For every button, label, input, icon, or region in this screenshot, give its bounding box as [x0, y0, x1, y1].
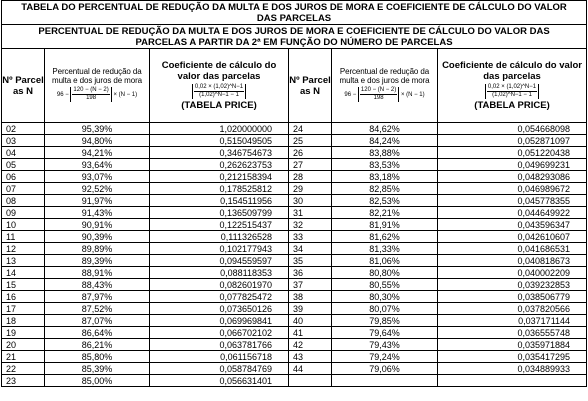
header-coeficiente-right: Coeficiente de cálculo do valor das parcelas $\frac{0,02 \times (1,02)\^{}N-1}{(1,02)\^{}N-1 - 1}$ (TABELA PRICE)	[438, 49, 587, 123]
table-row	[2, 159, 587, 171]
percentual-cell: 81,91%	[332, 219, 438, 231]
parcela-number-cell: 32	[289, 219, 332, 231]
coeficiente-cell: 0,037820566	[438, 303, 587, 315]
parcela-number-cell: 39	[289, 303, 332, 315]
coeficiente-cell: 0,036555748	[438, 327, 587, 339]
coeficiente-cell: 0,040002209	[438, 267, 587, 279]
parcela-number-cell: 28	[289, 171, 332, 183]
percentual-cell: 95,39%	[45, 123, 150, 135]
coeficiente-cell: 0,045778355	[438, 195, 587, 207]
percentual-cell: 80,30%	[332, 291, 438, 303]
percentual-cell: 79,06%	[332, 363, 438, 375]
parcela-number-cell: 15	[2, 279, 45, 291]
parcela-number-cell: 27	[289, 159, 332, 171]
percentual-cell: 89,39%	[45, 255, 150, 267]
percentual-cell: 90,39%	[45, 231, 150, 243]
parcela-number-cell: 21	[2, 351, 45, 363]
parcela-number-cell: 44	[289, 363, 332, 375]
percentual-cell: 84,62%	[332, 123, 438, 135]
parcela-number-cell: 41	[289, 327, 332, 339]
coeficiente-cell: 0,212158394	[150, 171, 289, 183]
coeficiente-cell: 0,039232853	[438, 279, 587, 291]
percentual-cell: 91,43%	[45, 207, 150, 219]
table-row	[2, 231, 587, 243]
table-row	[2, 339, 587, 351]
percentual-cell: 84,24%	[332, 135, 438, 147]
percentual-cell: 79,24%	[332, 351, 438, 363]
parcela-number-cell: 30	[289, 195, 332, 207]
table-row	[2, 183, 587, 195]
parcela-number-cell: 10	[2, 219, 45, 231]
formula-coeficiente-right: $\frac{0,02 \times (1,02)\^{}N-1}{(1,02)\^{}N-1 - 1}$	[485, 84, 539, 99]
parcela-number-cell: 40	[289, 315, 332, 327]
table-row	[2, 363, 587, 375]
parcela-number-cell: 33	[289, 231, 332, 243]
percentual-cell: 86,21%	[45, 339, 150, 351]
header-num-parcelas-right: Nº Parcel as N	[289, 49, 332, 123]
parcela-number-cell: 06	[2, 171, 45, 183]
header-percentual-left: Percentual de redução da multa e dos juros de mora 96 − $\frac{120 - (N - 2)}{198}$ × (N − 1)	[45, 49, 150, 123]
percentual-cell: 94,80%	[45, 135, 150, 147]
parcela-number-cell: 13	[2, 255, 45, 267]
percentual-cell: 90,91%	[45, 219, 150, 231]
parcela-number-cell: 09	[2, 207, 45, 219]
table-subtitle: PERCENTUAL DE REDUÇÃO DA MULTA E DOS JUROS DE MORA E COEFICIENTE DE CÁLCULO DO VALOR DAS PARCELAS A PARTIR DA 2ª EM FUNÇÃO DO NÚMERO DE PARCELAS	[2, 25, 587, 49]
coeficiente-cell: 0,048293086	[438, 171, 587, 183]
percentual-cell: 82,21%	[332, 207, 438, 219]
percentual-cell: 87,52%	[45, 303, 150, 315]
parcela-number-cell: 02	[2, 123, 45, 135]
parcela-number-cell: 23	[2, 375, 45, 387]
table-row	[2, 303, 587, 315]
coeficiente-cell: 0,043596347	[438, 219, 587, 231]
percentual-cell: 81,33%	[332, 243, 438, 255]
percentual-cell	[332, 375, 438, 387]
parcela-number-cell: 35	[289, 255, 332, 267]
coeficiente-cell: 0,035417295	[438, 351, 587, 363]
table-row	[2, 351, 587, 363]
percentual-cell: 83,88%	[332, 147, 438, 159]
coeficiente-cell: 0,058784769	[150, 363, 289, 375]
coeficiente-cell: 0,073650126	[150, 303, 289, 315]
coeficiente-cell: 0,044649922	[438, 207, 587, 219]
table-row	[2, 267, 587, 279]
table-row	[2, 375, 587, 387]
parcela-number-cell: 05	[2, 159, 45, 171]
percentual-cell: 85,39%	[45, 363, 150, 375]
parcela-number-cell: 14	[2, 267, 45, 279]
coeficiente-cell: 0,056631401	[150, 375, 289, 387]
table-title: TABELA DO PERCENTUAL DE REDUÇÃO DA MULTA E DOS JUROS DE MORA E COEFICIENTE DE CÁLCULO DO VALOR DAS PARCELAS	[2, 1, 587, 25]
coeficiente-cell: 0,041686531	[438, 243, 587, 255]
document	[1, 0, 586, 387]
coeficiente-cell: 0,122515437	[150, 219, 289, 231]
coeficiente-cell: 0,052871097	[438, 135, 587, 147]
parcela-number-cell: 16	[2, 291, 45, 303]
parcela-number-cell: 17	[2, 303, 45, 315]
table-row	[2, 291, 587, 303]
coeficiente-cell: 0,136509799	[150, 207, 289, 219]
coeficiente-cell: 0,040818673	[438, 255, 587, 267]
table-row	[2, 279, 587, 291]
percentual-cell: 79,85%	[332, 315, 438, 327]
coeficiente-cell	[438, 375, 587, 387]
percentual-cell: 83,53%	[332, 159, 438, 171]
coeficiente-cell: 0,035971884	[438, 339, 587, 351]
coeficiente-cell: 1,020000000	[150, 123, 289, 135]
percentual-cell: 85,80%	[45, 351, 150, 363]
coeficiente-cell: 0,262623753	[150, 159, 289, 171]
parcela-number-cell: 24	[289, 123, 332, 135]
percentual-cell: 81,06%	[332, 255, 438, 267]
percentual-cell: 91,97%	[45, 195, 150, 207]
parcela-number-cell: 37	[289, 279, 332, 291]
formula-percentual-left: 96 − $\frac{120 - (N - 2)}{198}$ × (N − 1)	[56, 87, 138, 101]
percentual-cell: 85,00%	[45, 375, 150, 387]
percentual-cell: 92,52%	[45, 183, 150, 195]
coeficiente-cell: 0,515049505	[150, 135, 289, 147]
coeficiente-cell: 0,046989672	[438, 183, 587, 195]
parcela-number-cell: 34	[289, 243, 332, 255]
parcela-number-cell: 31	[289, 207, 332, 219]
parcela-number-cell: 36	[289, 267, 332, 279]
parcela-number-cell: 20	[2, 339, 45, 351]
parcela-number-cell: 03	[2, 135, 45, 147]
coeficiente-cell: 0,111326528	[150, 231, 289, 243]
percentual-cell: 94,21%	[45, 147, 150, 159]
coeficiente-cell: 0,066702102	[150, 327, 289, 339]
percentual-cell: 79,43%	[332, 339, 438, 351]
formula-coeficiente-left: $\frac{0,02 \times (1,02)\^{}N-1}{(1,02)\^{}N-1 - 1}$	[192, 84, 246, 99]
percentual-cell: 87,07%	[45, 315, 150, 327]
table-row	[2, 315, 587, 327]
table-row	[2, 195, 587, 207]
coeficiente-cell: 0,038506779	[438, 291, 587, 303]
coeficiente-cell: 0,102177943	[150, 243, 289, 255]
percentual-cell: 89,89%	[45, 243, 150, 255]
coeficiente-cell: 0,063781766	[150, 339, 289, 351]
parcela-number-cell: 18	[2, 315, 45, 327]
table-row	[2, 243, 587, 255]
parcela-number-cell: 19	[2, 327, 45, 339]
coeficiente-cell: 0,037171144	[438, 315, 587, 327]
percentual-cell: 80,55%	[332, 279, 438, 291]
coeficiente-cell: 0,051220438	[438, 147, 587, 159]
table-row	[2, 207, 587, 219]
percentual-cell: 93,07%	[45, 171, 150, 183]
coeficiente-cell: 0,178525812	[150, 183, 289, 195]
header-percentual-right: Percentual de redução da multa e dos juros de mora 96 − $\frac{120 - (N - 2)}{198}$ × (N − 1)	[332, 49, 438, 123]
table-row	[2, 171, 587, 183]
percentual-cell: 81,62%	[332, 231, 438, 243]
parcela-number-cell: 22	[2, 363, 45, 375]
coeficiente-cell: 0,077825472	[150, 291, 289, 303]
parcela-number-cell: 43	[289, 351, 332, 363]
coeficiente-cell: 0,049699231	[438, 159, 587, 171]
parcela-number-cell: 25	[289, 135, 332, 147]
coeficiente-cell: 0,346754673	[150, 147, 289, 159]
coeficiente-cell: 0,034889933	[438, 363, 587, 375]
coeficiente-cell: 0,061156718	[150, 351, 289, 363]
parcela-number-cell: 38	[289, 291, 332, 303]
coeficiente-cell: 0,054668098	[438, 123, 587, 135]
percentual-cell: 82,85%	[332, 183, 438, 195]
table-row	[2, 219, 587, 231]
table-row	[2, 135, 587, 147]
percentual-cell: 79,64%	[332, 327, 438, 339]
table-row	[2, 327, 587, 339]
coeficiente-cell: 0,154511956	[150, 195, 289, 207]
price-table	[1, 0, 587, 387]
coeficiente-cell: 0,069969841	[150, 315, 289, 327]
percentual-cell: 87,97%	[45, 291, 150, 303]
table-row	[2, 147, 587, 159]
coeficiente-cell: 0,042610607	[438, 231, 587, 243]
parcela-number-cell: 12	[2, 243, 45, 255]
percentual-cell: 88,91%	[45, 267, 150, 279]
formula-percentual-right: 96 − $\frac{120 - (N - 2)}{198}$ × (N − 1)	[344, 87, 425, 101]
percentual-cell: 93,64%	[45, 159, 150, 171]
parcela-number-cell: 26	[289, 147, 332, 159]
coeficiente-cell: 0,094559597	[150, 255, 289, 267]
parcela-number-cell: 29	[289, 183, 332, 195]
header-num-parcelas-left: Nº Parcel as N	[2, 49, 45, 123]
percentual-cell: 80,80%	[332, 267, 438, 279]
table-row	[2, 255, 587, 267]
parcela-number-cell: 11	[2, 231, 45, 243]
percentual-cell: 80,07%	[332, 303, 438, 315]
parcela-number-cell: 04	[2, 147, 45, 159]
coeficiente-cell: 0,082601970	[150, 279, 289, 291]
percentual-cell: 88,43%	[45, 279, 150, 291]
percentual-cell: 83,18%	[332, 171, 438, 183]
percentual-cell: 86,64%	[45, 327, 150, 339]
parcela-number-cell: 08	[2, 195, 45, 207]
table-row	[2, 123, 587, 135]
header-coeficiente-left: Coeficiente de cálculo do valor das parcelas $\frac{0,02 \times (1,02)\^{}N-1}{(1,02)\^{}N-1 - 1}$ (TABELA PRICE)	[150, 49, 289, 123]
coeficiente-cell: 0,088118353	[150, 267, 289, 279]
percentual-cell: 82,53%	[332, 195, 438, 207]
parcela-number-cell	[289, 375, 332, 387]
parcela-number-cell: 07	[2, 183, 45, 195]
parcela-number-cell: 42	[289, 339, 332, 351]
